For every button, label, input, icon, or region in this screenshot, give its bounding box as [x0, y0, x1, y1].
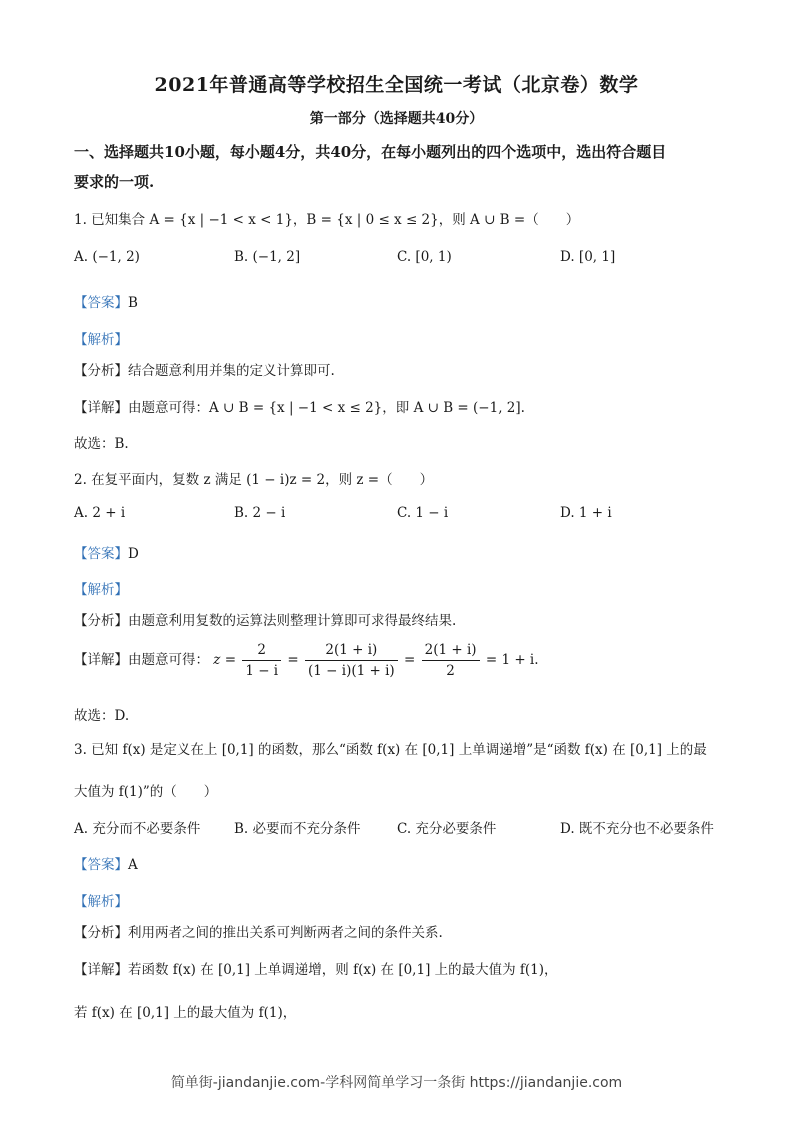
q3-answer-line	[74, 853, 138, 873]
q1-answer-line	[74, 291, 138, 311]
q1-option-d: D. [0, 1]	[560, 249, 616, 265]
q2-option-d: D. 1 + i	[560, 505, 612, 521]
q1-answer: B	[128, 295, 138, 311]
q2-option-c: C. 1 − i	[397, 505, 449, 521]
answer-tag: 【答案】	[74, 295, 128, 311]
q2-choice: 故选：D.	[74, 708, 130, 724]
q2-fraction-2	[305, 640, 398, 681]
q1-option-a: A. (−1, 2)	[74, 249, 140, 265]
part-heading: 第一部分（选择题共40分）	[309, 111, 484, 127]
q3-option-a: A. 充分而不必要条件	[74, 821, 201, 837]
fraction-denominator: 2	[446, 663, 455, 679]
q2-jiexi-tag: 【解析】	[74, 582, 128, 598]
equals-sign: =	[404, 652, 416, 668]
q2-stem: 2. 在复平面内，复数 z 满足 (1 − i)z = 2，则 z =（ ）	[74, 472, 434, 488]
answer-tag: 【答案】	[74, 546, 128, 562]
q2-fraction-1	[242, 640, 281, 681]
q2-answer: D	[128, 546, 139, 562]
answer-tag: 【答案】	[74, 857, 128, 873]
fraction-numerator: 2(1 + i)	[422, 640, 480, 661]
q1-option-b: B. (−1, 2]	[234, 249, 301, 265]
q3-stem-line1: 3. 已知 f(x) 是定义在上 [0,1] 的函数，那么“函数 f(x) 在 [0,1] 上单调递增”是“函数 f(x) 在 [0,1] 上的最	[74, 742, 707, 758]
fraction-denominator: 1 − i	[245, 663, 279, 679]
equals-sign: =	[287, 652, 299, 668]
q2-option-b: B. 2 − i	[234, 505, 286, 521]
q2-result: = 1 + i.	[485, 652, 539, 668]
q3-answer: A	[128, 857, 138, 873]
q2-detail	[74, 640, 539, 681]
q3-option-b: B. 必要而不充分条件	[234, 821, 361, 837]
q3-stem-line2: 大值为 f(1)”的（ ）	[74, 784, 218, 800]
q3-detail: 【详解】若函数 f(x) 在 [0,1] 上单调递增，则 f(x) 在 [0,1] 上的最大值为 f(1)，	[74, 962, 558, 978]
section-instructions-line2: 要求的一项.	[74, 173, 155, 191]
fraction-numerator: 2(1 + i)	[305, 640, 398, 661]
q2-analysis: 【分析】由题意利用复数的运算法则整理计算即可求得最终结果.	[74, 613, 457, 629]
q1-detail: 【详解】由题意可得：A ∪ B = {x | −1 < x ≤ 2}，即 A ∪ B = (−1, 2].	[74, 400, 525, 416]
q1-analysis: 【分析】结合题意利用并集的定义计算即可.	[74, 363, 335, 379]
fraction-numerator: 2	[242, 640, 281, 661]
q2-option-a: A. 2 + i	[74, 505, 126, 521]
q2-fraction-3	[422, 640, 480, 681]
exam-title: 2021年普通高等学校招生全国统一考试（北京卷）数学	[154, 74, 639, 96]
q1-stem: 1. 已知集合 A = {x | −1 < x < 1}，B = {x | 0 ≤ x ≤ 2}，则 A ∪ B =（ ）	[74, 212, 580, 228]
q3-detail-line2: 若 f(x) 在 [0,1] 上的最大值为 f(1)，	[74, 1005, 297, 1021]
q1-jiexi-tag: 【解析】	[74, 332, 128, 348]
fraction-denominator: (1 − i)(1 + i)	[308, 663, 395, 679]
q3-option-c: C. 充分必要条件	[397, 821, 497, 837]
watermark-footer: 简单街-jiandanjie.com-学科网简单学习一条街 https://jiandanjie.com	[170, 1075, 623, 1091]
q1-option-c: C. [0, 1)	[397, 249, 452, 265]
section-instructions-line1: 一、选择题共10小题，每小题4分，共40分，在每小题列出的四个选项中，选出符合题目	[74, 143, 667, 161]
q2-detail-prefix: 【详解】由题意可得：	[74, 652, 209, 668]
q2-z-eq: z =	[213, 652, 237, 668]
q2-answer-line	[74, 542, 139, 562]
q1-choice: 故选：B.	[74, 436, 129, 452]
q3-analysis: 【分析】利用两者之间的推出关系可判断两者之间的条件关系.	[74, 925, 443, 941]
q3-jiexi-tag: 【解析】	[74, 894, 128, 910]
q3-option-d: D. 既不充分也不必要条件	[560, 821, 714, 837]
